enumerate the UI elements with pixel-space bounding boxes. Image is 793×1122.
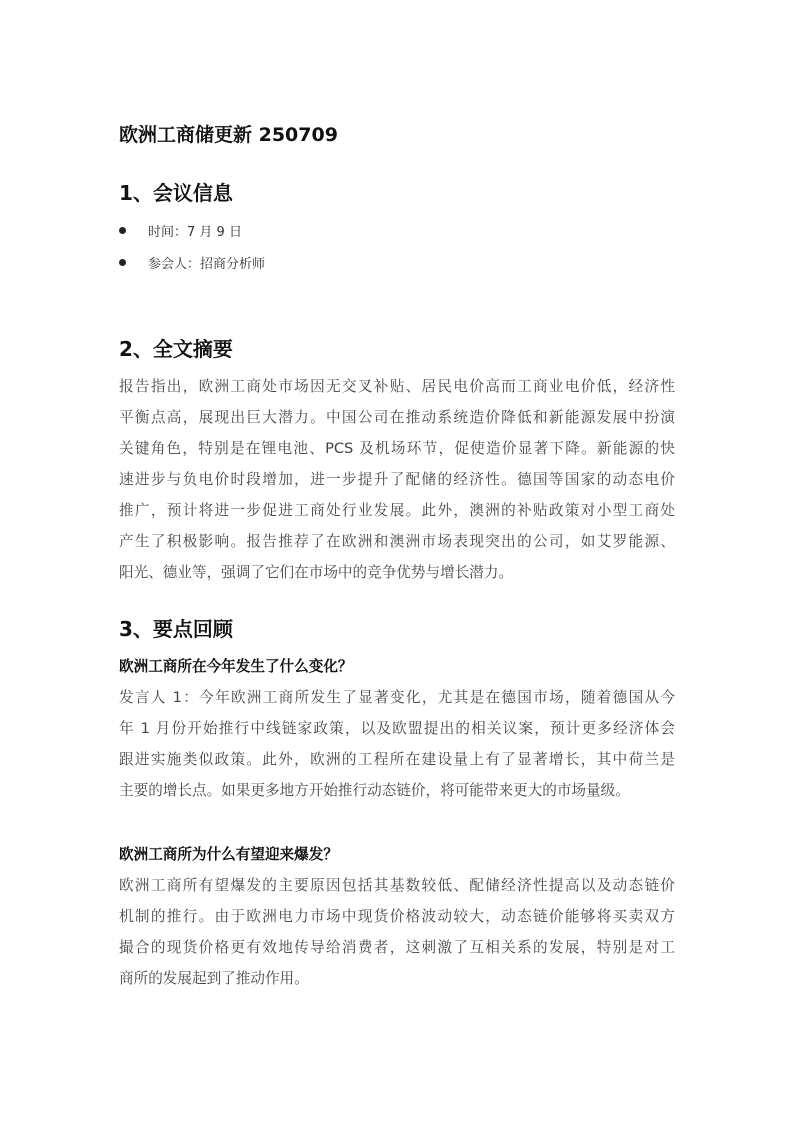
paragraph-line: 平衡点高，展现出巨大潜力。中国公司在推动系统造价降低和新能源发展中扮演 — [119, 409, 675, 426]
paragraph-line: 撮合的现货价格更有效地传导给消费者，这刺激了互相关系的发展，特别是对工 — [119, 939, 675, 956]
bullet-icon — [119, 227, 126, 234]
section-heading-meeting-info: 1、会议信息 — [119, 181, 233, 205]
section-heading-summary: 2、全文摘要 — [119, 337, 233, 361]
paragraph-line: 机制的推行。由于欧洲电力市场中现货价格波动较大，动态链价能够将买卖双方 — [119, 908, 675, 925]
list-item-text: 参会人：招商分析师 — [148, 256, 266, 272]
paragraph-line: 跟进实施类似政策。此外，欧洲的工程所在建设量上有了显著增长，其中荷兰是 — [119, 751, 675, 768]
question-heading: 欧洲工商所在今年发生了什么变化？ — [119, 658, 353, 675]
answer-paragraph — [119, 682, 675, 806]
paragraph-line: 欧洲工商所有望爆发的主要原因包括其基数较低、配储经济性提高以及动态链价 — [119, 877, 675, 894]
paragraph-line: 主要的增长点。如果更多地方开始推行动态链价，将可能带来更大的市场量级。 — [119, 782, 630, 799]
bullet-icon — [119, 259, 126, 266]
list-item-time — [119, 219, 242, 241]
paragraph-line: 年 1 月份开始推行中线链家政策，以及欧盟提出的相关议案，预计更多经济体会 — [119, 720, 675, 737]
section-heading-key-points: 3、要点回顾 — [119, 617, 233, 641]
answer-paragraph — [119, 870, 675, 994]
list-item-text: 时间：7 月 9 日 — [148, 224, 242, 240]
paragraph-line: 推广，预计将进一步促进工商处行业发展。此外，澳洲的补贴政策对小型工商处 — [119, 502, 675, 519]
list-item-attendees — [119, 251, 265, 273]
document-title: 欧洲工商储更新 250709 — [119, 124, 338, 146]
paragraph-line: 报告指出，欧洲工商处市场因无交叉补贴、居民电价高而工商业电价低，经济性 — [119, 378, 675, 395]
paragraph-line: 产生了积极影响。报告推荐了在欧洲和澳洲市场表现突出的公司，如艾罗能源、 — [119, 533, 675, 550]
question-heading: 欧洲工商所为什么有望迎来爆发？ — [119, 846, 338, 863]
paragraph-line: 关键角色，特别是在锂电池、PCS 及机场环节，促使造价显著下降。新能源的快 — [119, 440, 675, 457]
paragraph-line: 发言人 1：今年欧洲工商所发生了显著变化，尤其是在德国市场，随着德国从今 — [119, 689, 675, 706]
summary-paragraph — [119, 371, 675, 588]
paragraph-line: 速进步与负电价时段增加，进一步提升了配储的经济性。德国等国家的动态电价 — [119, 471, 675, 488]
paragraph-line: 阳光、德业等，强调了它们在市场中的竞争优势与增长潜力。 — [119, 564, 514, 581]
paragraph-line: 商所的发展起到了推动作用。 — [119, 970, 309, 987]
